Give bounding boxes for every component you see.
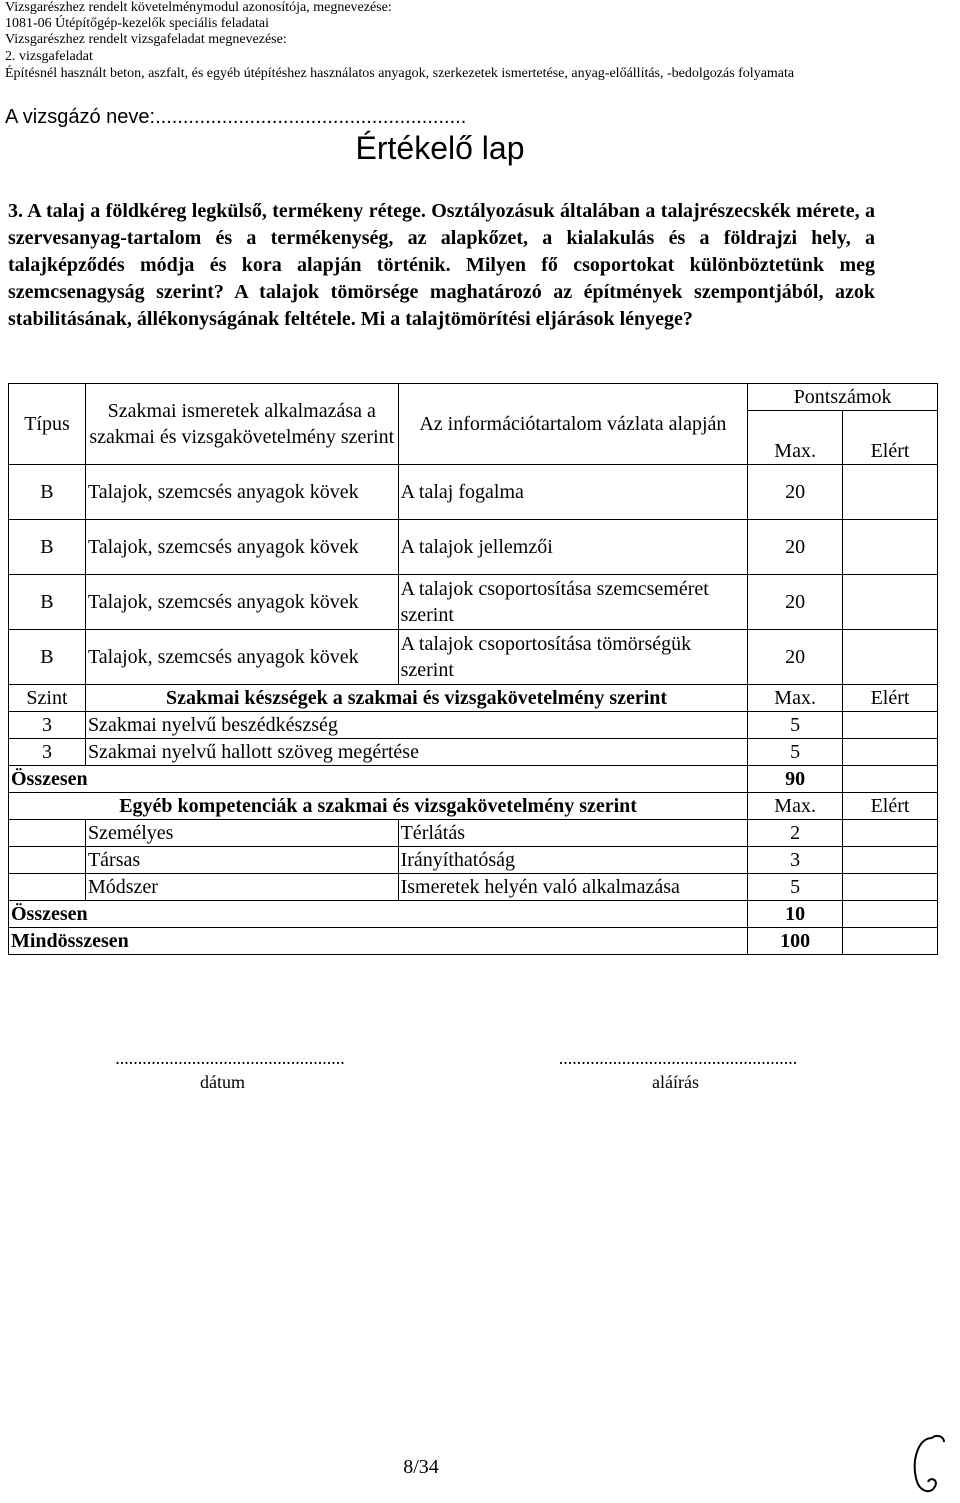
signature-dots: ..................................................... <box>558 1048 798 1068</box>
col-max-header: Max. <box>748 411 843 465</box>
competency-category: Módszer <box>85 874 398 901</box>
skill-achieved-cell[interactable] <box>843 712 938 739</box>
subtotal-row <box>9 766 938 793</box>
skills-max-header: Max. <box>748 685 843 712</box>
competency-title: Egyéb kompetenciák a szakmai és vizsgakövetelmény szerint <box>9 793 748 820</box>
subtotal-label: Összesen <box>9 766 748 793</box>
row-max: 20 <box>748 465 843 520</box>
table-row <box>9 575 938 630</box>
date-label: dátum <box>200 1072 245 1092</box>
competency-max: 2 <box>748 820 843 847</box>
row-info: A talajok jellemzői <box>398 520 748 575</box>
row-knowledge: Talajok, szemcsés anyagok kövek <box>85 575 398 630</box>
skill-row <box>9 739 938 766</box>
skill-row <box>9 712 938 739</box>
skill-label: Szakmai nyelvű beszédkészség <box>85 712 747 739</box>
row-type: B <box>9 630 86 685</box>
skills-title: Szakmai készségek a szakmai és vizsgakövetelmény szerint <box>85 685 747 712</box>
skills-achieved-header: Elért <box>843 685 938 712</box>
grand-total-label: Mindösszesen <box>9 928 748 955</box>
subtotal-max: 90 <box>748 766 843 793</box>
table-header-row <box>9 384 938 411</box>
handwritten-mark-icon <box>900 1430 960 1500</box>
competency-max: 5 <box>748 874 843 901</box>
table-row <box>9 520 938 575</box>
skill-max: 5 <box>748 712 843 739</box>
competency-row <box>9 820 938 847</box>
row-type: B <box>9 575 86 630</box>
skill-max: 5 <box>748 739 843 766</box>
signature-label: aláírás <box>652 1072 699 1092</box>
row-achieved-cell[interactable] <box>843 520 938 575</box>
row-type: B <box>9 465 86 520</box>
header-module-name: 1081-06 Útépítőgép-kezelők speciális feladatai <box>5 16 269 31</box>
row-info: A talaj fogalma <box>398 465 748 520</box>
header-task-title: Építésnél használt beton, aszfalt, és egyéb útépítéshez használatos anyagok, szerkezetek ismertetése, anyag-előállítás, -bedolgozás folyamata <box>5 66 795 81</box>
header-module-label: Vizsgarészhez rendelt követelménymodul azonosítója, megnevezése: <box>5 0 392 15</box>
header-task-label: Vizsgarészhez rendelt vizsgafeladat megnevezése: <box>5 32 287 47</box>
task-description: 3. A talaj a földkéreg legkülső, termékeny rétege. Osztályozásuk általában a talajrészecskék mérete, a szervesanyag-tartalom és a termékenység, az alapkőzet, a kialakulás és a földrajzi hely, a talajképződés módja és kora alapján történik. Milyen fő csoportokat különböztetünk meg szemcsenagyság szerint? A talajok tömörsége maghatározó az építmények szempontjából, azok stabilitásának, állékonyságának feltétele. Mi a talajtömörítési eljárások lényege? <box>8 200 875 330</box>
skills-header-row <box>9 685 938 712</box>
row-type: B <box>9 520 86 575</box>
competency-achieved-cell[interactable] <box>843 847 938 874</box>
skill-level: 3 <box>9 739 86 766</box>
evaluation-table <box>8 383 938 955</box>
row-max: 20 <box>748 630 843 685</box>
table-row <box>9 465 938 520</box>
table-row <box>9 630 938 685</box>
competency-category: Társas <box>85 847 398 874</box>
competency-label: Ismeretek helyén való alkalmazása <box>398 874 748 901</box>
subtotal-max: 10 <box>748 901 843 928</box>
subtotal-achieved-cell[interactable] <box>843 766 938 793</box>
grand-total-row <box>9 928 938 955</box>
row-info: A talajok csoportosítása tömörségük szerint <box>398 630 748 685</box>
col-points-header: Pontszámok <box>748 384 938 411</box>
competency-row <box>9 847 938 874</box>
row-max: 20 <box>748 520 843 575</box>
col-achieved-header: Elért <box>843 411 938 465</box>
subtotal-label: Összesen <box>9 901 748 928</box>
grand-total-max: 100 <box>748 928 843 955</box>
competency-achieved-header: Elért <box>843 793 938 820</box>
competency-max-header: Max. <box>748 793 843 820</box>
skills-level-header: Szint <box>9 685 86 712</box>
competency-max: 3 <box>748 847 843 874</box>
row-max: 20 <box>748 575 843 630</box>
grand-total-achieved-cell[interactable] <box>843 928 938 955</box>
col-knowledge-header: Szakmai ismeretek alkalmazása a szakmai és vizsgakövetelmény szerint <box>85 384 398 465</box>
skill-level: 3 <box>9 712 86 739</box>
header-task-number: 2. vizsgafeladat <box>5 49 93 64</box>
page-title: Értékelő lap <box>355 130 525 166</box>
competency-category: Személyes <box>85 820 398 847</box>
skill-label: Szakmai nyelvű hallott szöveg megértése <box>85 739 747 766</box>
row-knowledge: Talajok, szemcsés anyagok kövek <box>85 520 398 575</box>
row-knowledge: Talajok, szemcsés anyagok kövek <box>85 630 398 685</box>
col-type-header: Típus <box>9 384 86 465</box>
subtotal-row <box>9 901 938 928</box>
row-achieved-cell[interactable] <box>843 465 938 520</box>
competency-label: Irányíthatóság <box>398 847 748 874</box>
row-info: A talajok csoportosítása szemcseméret szerint <box>398 575 748 630</box>
row-achieved-cell[interactable] <box>843 630 938 685</box>
competency-achieved-cell[interactable] <box>843 820 938 847</box>
competency-achieved-cell[interactable] <box>843 874 938 901</box>
page-number: 8/34 <box>403 1456 439 1478</box>
row-knowledge: Talajok, szemcsés anyagok kövek <box>85 465 398 520</box>
candidate-name-field[interactable]: A vizsgázó neve:........................................................ <box>5 106 467 128</box>
competency-row <box>9 874 938 901</box>
skill-achieved-cell[interactable] <box>843 739 938 766</box>
subtotal-achieved-cell[interactable] <box>843 901 938 928</box>
row-achieved-cell[interactable] <box>843 575 938 630</box>
competency-label: Térlátás <box>398 820 748 847</box>
col-info-header: Az információtartalom vázlata alapján <box>398 384 748 465</box>
competency-header-row <box>9 793 938 820</box>
date-dots: ................................................... <box>115 1048 345 1068</box>
